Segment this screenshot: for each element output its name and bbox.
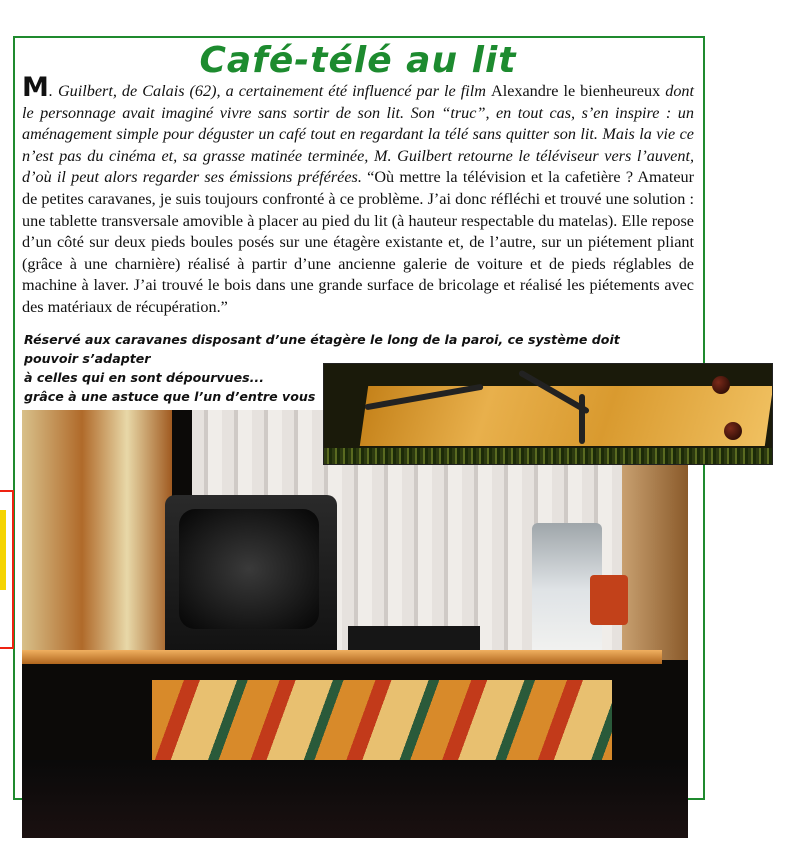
quote-text: “Où mettre la télévision et la cafetière ? Amateur de petites caravanes, je suis toujours confronté à ce problème. J’ai donc réfléchi et trouvé une solution : une tablette transversale amovible à placer au pied du lit (à hauteur respectable du matelas). Elle repose d’un côté sur deux pieds boules posés sur une étagère existante et, de l’autre, sur un piétement pliant (grâce à une charnière) réalisé à partir d’une ancienne galerie de voiture et de pieds réglables de machine à laver. J’ai trouvé le bois dans une grande surface de bricolage et réalisé les piétements avec des matériaux de récupération.” [22,168,694,316]
curtain-left [22,410,172,660]
floor [22,760,688,838]
caption-line-2: à celles qui en sont dépourvues... [24,370,265,385]
article-body [22,72,695,319]
article-title: Café-télé au lit [199,40,517,81]
bracket-3 [579,394,585,444]
intro-text-1: . Guilbert, de Calais (62), a certainement été influencé par le film [48,82,491,100]
ball-foot-2 [724,422,742,440]
television [165,495,337,660]
inset-photo-shelf [323,363,773,465]
grass [324,448,772,464]
tv-screen [179,509,319,629]
patterned-cabinet [152,680,612,760]
main-photo [22,410,688,838]
caption-line-1: Réservé aux caravanes disposant d’une étagère le long de la paroi, ce système doit pouvoir s’adapter [24,332,620,366]
wooden-shelf [22,650,662,664]
intro-text-2: dont le personnage avait imaginé vivre sans sortir de son lit. Son “truc”, en tout cas, s’en inspire : un aménagement simple pour déguster un café tout en regardant la télé sans quitter son lit. Mais la vie ce n’est pas du cinéma et, sa grasse matinée terminée, M. Guilbert retourne le téléviseur vers l’auvent, d’où il peut alors regarder ses émissions préférées. [22,82,695,187]
ball-foot-1 [712,376,730,394]
drop-cap: M [22,72,49,103]
film-title: Alexandre le bienheureux [491,82,661,100]
page-edge-yellow [0,510,6,590]
toaster [590,575,628,625]
caption-line-3: grâce à une astuce que l’un d’entre vous [24,389,316,404]
